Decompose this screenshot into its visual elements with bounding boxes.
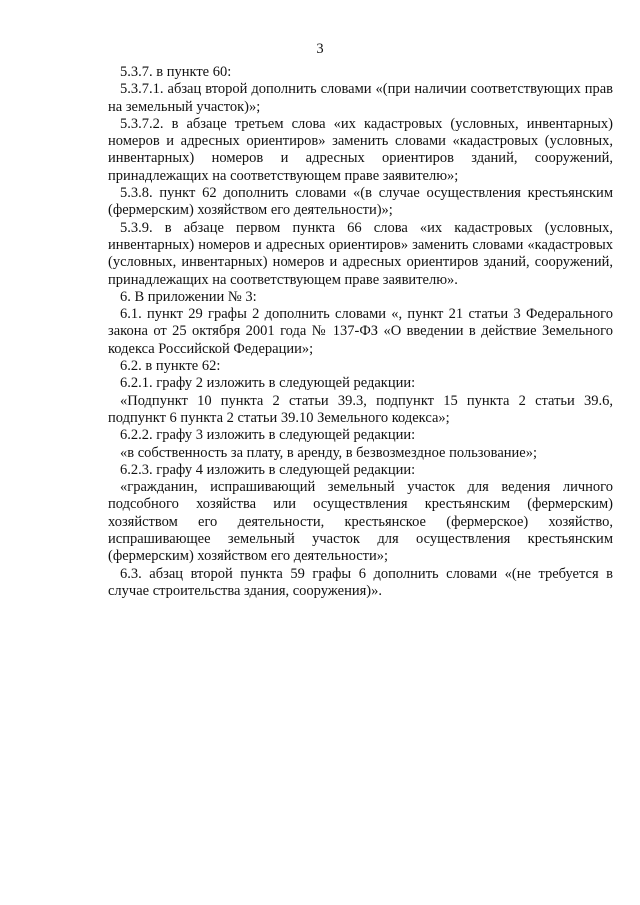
- paragraph-6-2-3-text: «гражданин, испрашивающий земельный участок для ведения личного подсобного хозяйства или осуществления крестьянским (фермерским) хозяйством его деятельности, крестьянское (фермерское) хозяйство, испрашивающее земельный участок для осуществления крестьянским (фермерским) хозяйством его деятельности»;: [108, 479, 613, 565]
- paragraph-6-1: 6.1. пункт 29 графы 2 дополнить словами «, пункт 21 статьи 3 Федерального закона от 25 октября 2001 года № 137-ФЗ «О введении в действие Земельного кодекса Российской Федерации»;: [108, 306, 613, 357]
- paragraph-5-3-7-2: 5.3.7.2. в абзаце третьем слова «их кадастровых (условных, инвентарных) номеров и адресных ориентиров» заменить словами «кадастровых (условных, инвентарных) номеров и адресных ориентиров зданий, сооружений, принадлежащих на соответствующем праве заявителю»;: [108, 115, 613, 184]
- page-number: 3: [316, 41, 324, 57]
- paragraph-6-2-2: 6.2.2. графу 3 изложить в следующей редакции:: [120, 427, 416, 444]
- paragraph-5-3-8: 5.3.8. пункт 62 дополнить словами «(в случае осуществления крестьянским (фермерским) хозяйством его деятельности)»;: [108, 185, 613, 219]
- paragraph-5-3-9: 5.3.9. в абзаце первом пункта 66 слова «их кадастровых (условных, инвентарных) номеров и адресных ориентиров» заменить словами «кадастровых (условных, инвентарных) номеров и адресных ориентиров зданий, сооружений, принадлежащих на соответствующем праве заявителю».: [108, 219, 613, 288]
- paragraph-6-2-1: 6.2.1. графу 2 изложить в следующей редакции:: [120, 375, 416, 392]
- paragraph-6-2-1-text: «Подпункт 10 пункта 2 статьи 39.3, подпункт 15 пункта 2 статьи 39.6, подпункт 6 пункта 2 статьи 39.10 Земельного кодекса»;: [108, 392, 613, 426]
- paragraph-5-3-7: 5.3.7. в пункте 60:: [120, 64, 232, 80]
- paragraph-6-3: 6.3. абзац второй пункта 59 графы 6 дополнить словами «(не требуется в случае строительства здания, сооружения)».: [108, 565, 613, 599]
- paragraph-6: 6. В приложении № 3:: [120, 288, 257, 305]
- document-body: [108, 64, 613, 600]
- paragraph-5-3-7-1: 5.3.7.1. абзац второй дополнить словами «(при наличии соответствующих прав на земельный участок)»;: [108, 81, 613, 115]
- paragraph-6-2-2-text: «в собственность за плату, в аренду, в безвозмездное пользование»;: [120, 444, 537, 461]
- paragraph-6-2: 6.2. в пункте 62:: [120, 358, 221, 375]
- paragraph-6-2-3: 6.2.3. графу 4 изложить в следующей редакции:: [120, 461, 416, 478]
